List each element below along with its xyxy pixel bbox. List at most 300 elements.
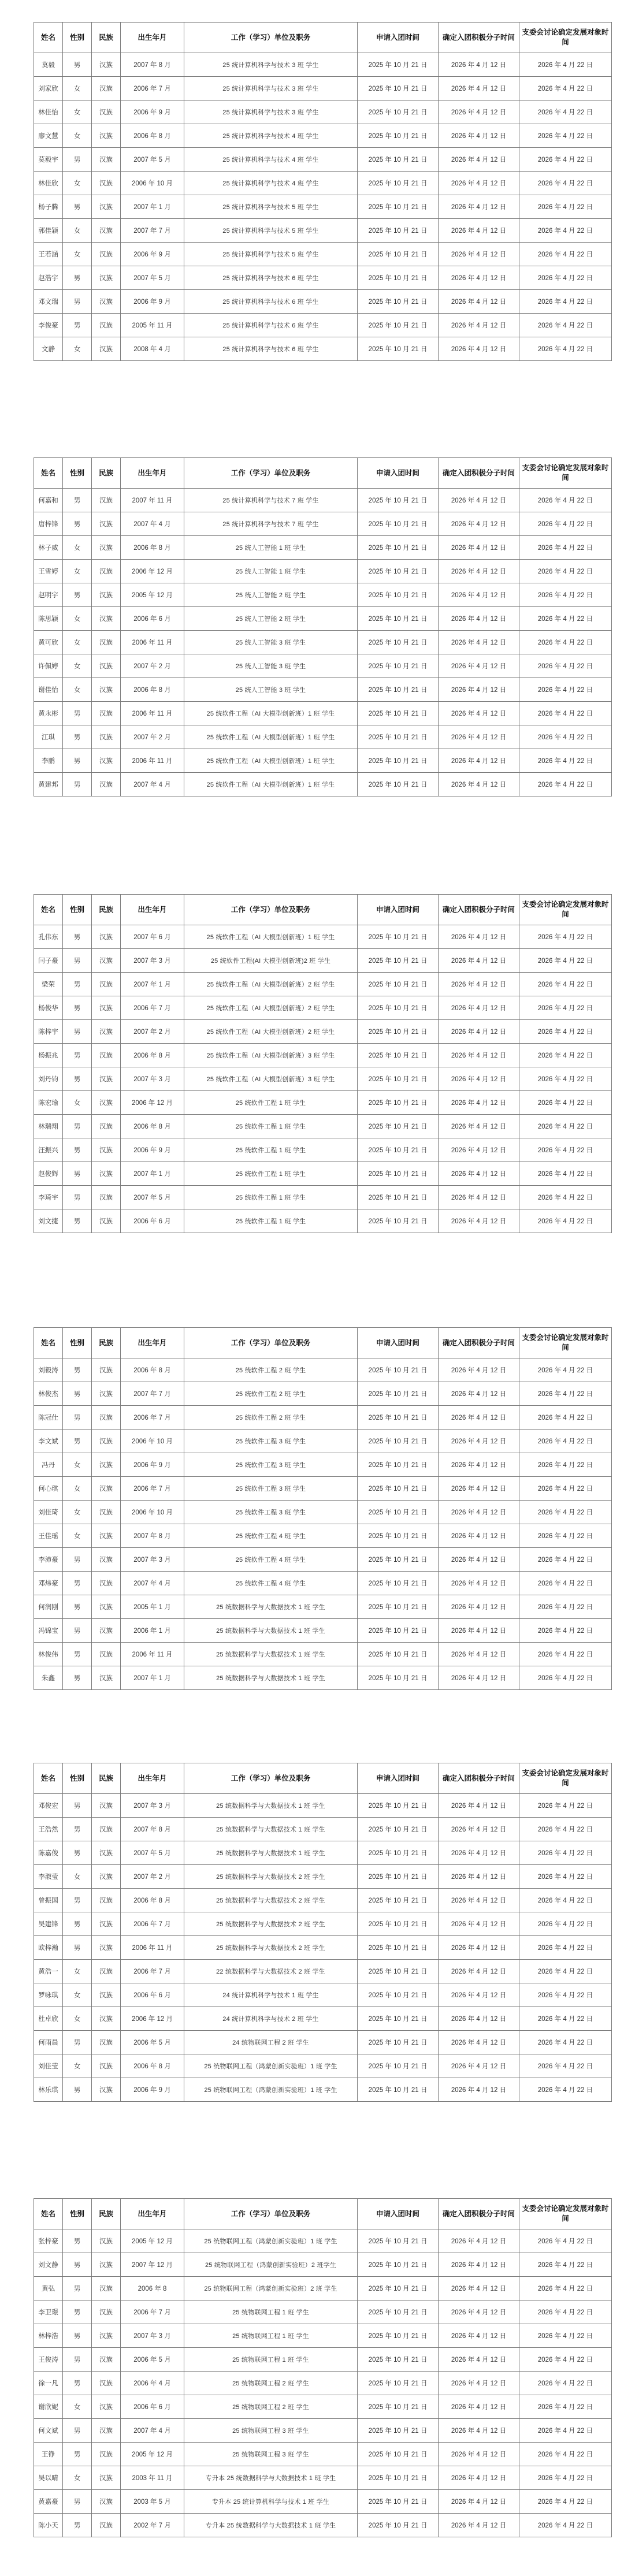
development-target-date-cell: 2026 年 4 月 22 日 — [519, 1912, 612, 1936]
birth-date-cell: 2007 年 5 月 — [121, 148, 184, 172]
activist-date-cell: 2026 年 4 月 12 日 — [439, 996, 519, 1020]
development-target-date-header: 支委会讨论确定发展对象时间 — [519, 458, 612, 489]
work-unit-cell: 25 统软件工程 4 班 学生 — [184, 1548, 358, 1572]
work-unit-cell: 25 统数据科学与大数据技术 1 班 学生 — [184, 1643, 358, 1666]
work-unit-cell: 25 统物联网工程（鸿蒙创新实验班）1 班 学生 — [184, 2229, 358, 2253]
gender-cell: 男 — [63, 195, 92, 219]
ethnicity-header: 民族 — [92, 23, 121, 53]
table-row — [34, 100, 612, 124]
work-unit-cell: 25 统计算机科学与技术 6 班 学生 — [184, 314, 358, 337]
birth-date-cell: 2006 年 8 月 — [121, 1115, 184, 1138]
activist-date-cell: 2026 年 4 月 12 日 — [439, 678, 519, 702]
gender-cell: 男 — [63, 53, 92, 77]
ethnicity-cell: 汉族 — [92, 583, 121, 607]
gender-cell: 女 — [63, 100, 92, 124]
ethnicity-cell: 汉族 — [92, 2229, 121, 2253]
gender-cell: 男 — [63, 512, 92, 536]
ethnicity-cell: 汉族 — [92, 1865, 121, 1889]
table-row — [34, 773, 612, 796]
development-target-date-cell: 2026 年 4 月 22 日 — [519, 100, 612, 124]
table-row — [34, 77, 612, 100]
birth-date-cell: 2006 年 12 月 — [121, 1091, 184, 1115]
activist-date-cell: 2026 年 4 月 12 日 — [439, 949, 519, 973]
application-date-cell: 2025 年 10 月 21 日 — [358, 1548, 439, 1572]
birth-date-cell: 2006 年 8 月 — [121, 1358, 184, 1382]
development-target-date-cell: 2026 年 4 月 22 日 — [519, 1430, 612, 1453]
development-target-date-cell: 2026 年 4 月 22 日 — [519, 1091, 612, 1115]
ethnicity-cell: 汉族 — [92, 1666, 121, 1690]
name-cell: 邓俊宏 — [34, 1794, 63, 1818]
development-target-date-cell: 2026 年 4 月 22 日 — [519, 1619, 612, 1643]
activist-date-cell: 2026 年 4 月 12 日 — [439, 1067, 519, 1091]
table-row — [34, 2348, 612, 2372]
work-unit-cell: 25 统软件工程（AI 大模型创新班）2 班 学生 — [184, 1020, 358, 1044]
table-row — [34, 1548, 612, 1572]
activist-date-cell: 2026 年 4 月 12 日 — [439, 1572, 519, 1595]
ethnicity-header: 民族 — [92, 458, 121, 489]
gender-cell: 女 — [63, 77, 92, 100]
development-target-date-cell: 2026 年 4 月 22 日 — [519, 1453, 612, 1477]
gender-cell: 女 — [63, 1453, 92, 1477]
application-date-cell: 2025 年 10 月 21 日 — [358, 1477, 439, 1501]
activist-date-cell: 2026 年 4 月 12 日 — [439, 1382, 519, 1406]
development-target-date-cell: 2026 年 4 月 22 日 — [519, 1818, 612, 1841]
development-target-date-cell: 2026 年 4 月 22 日 — [519, 2054, 612, 2078]
ethnicity-cell: 汉族 — [92, 2443, 121, 2466]
work-unit-cell: 专升本 25 统计算机科学与技术 1 班 学生 — [184, 2490, 358, 2514]
activist-date-cell: 2026 年 4 月 12 日 — [439, 1983, 519, 2007]
activist-date-cell: 2026 年 4 月 12 日 — [439, 489, 519, 512]
name-cell: 黄永彬 — [34, 702, 63, 725]
member-table-2 — [34, 457, 611, 796]
ethnicity-cell: 汉族 — [92, 1818, 121, 1841]
name-cell: 莫毅 — [34, 53, 63, 77]
gender-header: 性别 — [63, 895, 92, 925]
gender-cell: 女 — [63, 1524, 92, 1548]
gender-cell: 女 — [63, 1501, 92, 1524]
activist-date-cell: 2026 年 4 月 12 日 — [439, 1524, 519, 1548]
development-target-date-cell: 2026 年 4 月 22 日 — [519, 2348, 612, 2372]
name-cell: 林子威 — [34, 536, 63, 560]
application-date-cell: 2025 年 10 月 21 日 — [358, 2277, 439, 2300]
gender-header: 性别 — [63, 1328, 92, 1358]
work-unit-header: 工作（学习）单位及职务 — [184, 2199, 358, 2229]
birth-date-cell: 2006 年 11 月 — [121, 631, 184, 654]
gender-cell: 男 — [63, 1067, 92, 1091]
ethnicity-cell: 汉族 — [92, 1983, 121, 2007]
development-target-date-cell: 2026 年 4 月 22 日 — [519, 1186, 612, 1209]
activist-date-cell: 2026 年 4 月 12 日 — [439, 607, 519, 631]
work-unit-cell: 25 统物联网工程 1 班 学生 — [184, 2300, 358, 2324]
birth-date-cell: 2006 年 6 月 — [121, 2395, 184, 2419]
development-target-date-cell: 2026 年 4 月 22 日 — [519, 2300, 612, 2324]
activist-date-header: 确定入团积极分子时间 — [439, 2199, 519, 2229]
work-unit-cell: 25 统计算机科学与技术 3 班 学生 — [184, 100, 358, 124]
application-date-cell: 2025 年 10 月 21 日 — [358, 1912, 439, 1936]
work-unit-cell: 24 统计算机科学与技术 2 班 学生 — [184, 2007, 358, 2031]
name-cell: 刘佳琦 — [34, 1501, 63, 1524]
birth-date-cell: 2006 年 7 月 — [121, 1960, 184, 1983]
development-target-date-cell: 2026 年 4 月 22 日 — [519, 1406, 612, 1430]
name-cell: 曾振国 — [34, 1889, 63, 1912]
application-date-cell: 2025 年 10 月 21 日 — [358, 2490, 439, 2514]
work-unit-header: 工作（学习）单位及职务 — [184, 895, 358, 925]
activist-date-cell: 2026 年 4 月 12 日 — [439, 560, 519, 583]
name-cell: 文静 — [34, 337, 63, 361]
ethnicity-cell: 汉族 — [92, 100, 121, 124]
birth-date-cell: 2007 年 7 月 — [121, 1382, 184, 1406]
work-unit-cell: 25 统数据科学与大数据技术 1 班 学生 — [184, 1666, 358, 1690]
development-target-date-cell: 2026 年 4 月 22 日 — [519, 2490, 612, 2514]
application-date-cell: 2025 年 10 月 21 日 — [358, 77, 439, 100]
name-cell: 杜卓欣 — [34, 2007, 63, 2031]
activist-date-cell: 2026 年 4 月 12 日 — [439, 1115, 519, 1138]
application-date-cell: 2025 年 10 月 21 日 — [358, 1643, 439, 1666]
table-row — [34, 512, 612, 536]
activist-date-cell: 2026 年 4 月 12 日 — [439, 2078, 519, 2102]
ethnicity-cell: 汉族 — [92, 654, 121, 678]
gender-cell: 女 — [63, 2007, 92, 2031]
development-target-date-cell: 2026 年 4 月 22 日 — [519, 1044, 612, 1067]
table-row — [34, 1983, 612, 2007]
ethnicity-header: 民族 — [92, 2199, 121, 2229]
application-date-cell: 2025 年 10 月 21 日 — [358, 1619, 439, 1643]
activist-date-cell: 2026 年 4 月 12 日 — [439, 973, 519, 996]
name-cell: 谢欣妮 — [34, 2395, 63, 2419]
application-date-cell: 2025 年 10 月 21 日 — [358, 2253, 439, 2277]
ethnicity-cell: 汉族 — [92, 725, 121, 749]
name-cell: 黄可欣 — [34, 631, 63, 654]
table-row — [34, 266, 612, 290]
gender-cell: 男 — [63, 489, 92, 512]
ethnicity-cell: 汉族 — [92, 2031, 121, 2054]
application-date-cell: 2025 年 10 月 21 日 — [358, 702, 439, 725]
work-unit-header: 工作（学习）单位及职务 — [184, 1328, 358, 1358]
name-cell: 闫子豪 — [34, 949, 63, 973]
work-unit-cell: 25 统计算机科学与技术 4 班 学生 — [184, 124, 358, 148]
work-unit-cell: 25 统软件工程 2 班 学生 — [184, 1358, 358, 1382]
development-target-date-cell: 2026 年 4 月 22 日 — [519, 560, 612, 583]
work-unit-cell: 专升本 25 统数据科学与大数据技术 1 班 学生 — [184, 2514, 358, 2537]
development-target-date-cell: 2026 年 4 月 22 日 — [519, 314, 612, 337]
work-unit-cell: 25 统软件工程(AI 大模型创新班)2 班 学生 — [184, 949, 358, 973]
work-unit-cell: 25 统人工智能 3 班 学生 — [184, 631, 358, 654]
ethnicity-cell: 汉族 — [92, 2490, 121, 2514]
name-cell: 林乐琪 — [34, 2078, 63, 2102]
activist-date-cell: 2026 年 4 月 12 日 — [439, 773, 519, 796]
birth-date-cell: 2007 年 4 月 — [121, 512, 184, 536]
application-date-cell: 2025 年 10 月 21 日 — [358, 1960, 439, 1983]
application-date-cell: 2025 年 10 月 21 日 — [358, 725, 439, 749]
name-cell: 冯锦宝 — [34, 1619, 63, 1643]
ethnicity-cell: 汉族 — [92, 2395, 121, 2419]
application-date-cell: 2025 年 10 月 21 日 — [358, 1209, 439, 1233]
ethnicity-cell: 汉族 — [92, 1162, 121, 1186]
activist-date-cell: 2026 年 4 月 12 日 — [439, 1865, 519, 1889]
activist-date-cell: 2026 年 4 月 12 日 — [439, 1818, 519, 1841]
table-row — [34, 607, 612, 631]
application-date-cell: 2025 年 10 月 21 日 — [358, 489, 439, 512]
gender-cell: 男 — [63, 1548, 92, 1572]
application-date-cell: 2025 年 10 月 21 日 — [358, 2078, 439, 2102]
name-cell: 江琪 — [34, 725, 63, 749]
application-date-cell: 2025 年 10 月 21 日 — [358, 124, 439, 148]
application-date-header: 申请入团时间 — [358, 1763, 439, 1794]
table-row — [34, 1524, 612, 1548]
development-target-date-cell: 2026 年 4 月 22 日 — [519, 2443, 612, 2466]
development-target-date-cell: 2026 年 4 月 22 日 — [519, 1358, 612, 1382]
ethnicity-cell: 汉族 — [92, 53, 121, 77]
name-cell: 冯丹 — [34, 1453, 63, 1477]
gender-cell: 女 — [63, 1477, 92, 1501]
work-unit-cell: 25 统计算机科学与技术 7 班 学生 — [184, 512, 358, 536]
activist-date-cell: 2026 年 4 月 12 日 — [439, 2253, 519, 2277]
development-target-date-cell: 2026 年 4 月 22 日 — [519, 1020, 612, 1044]
work-unit-cell: 25 统计算机科学与技术 3 班 学生 — [184, 77, 358, 100]
ethnicity-cell: 汉族 — [92, 1020, 121, 1044]
development-target-date-cell: 2026 年 4 月 22 日 — [519, 1643, 612, 1666]
member-table — [34, 894, 612, 1233]
table-row — [34, 702, 612, 725]
development-target-date-cell: 2026 年 4 月 22 日 — [519, 2229, 612, 2253]
gender-cell: 男 — [63, 2229, 92, 2253]
member-table-6 — [34, 2198, 611, 2537]
work-unit-cell: 25 统计算机科学与技术 5 班 学生 — [184, 243, 358, 266]
ethnicity-cell: 汉族 — [92, 2054, 121, 2078]
table-row — [34, 1138, 612, 1162]
activist-date-cell: 2026 年 4 月 12 日 — [439, 2372, 519, 2395]
birth-date-cell: 2006 年 9 月 — [121, 1138, 184, 1162]
work-unit-header: 工作（学习）单位及职务 — [184, 458, 358, 489]
activist-date-cell: 2026 年 4 月 12 日 — [439, 100, 519, 124]
gender-cell: 男 — [63, 1572, 92, 1595]
gender-cell: 男 — [63, 702, 92, 725]
gender-cell: 男 — [63, 2300, 92, 2324]
work-unit-cell: 25 统软件工程 2 班 学生 — [184, 1406, 358, 1430]
ethnicity-cell: 汉族 — [92, 1044, 121, 1067]
activist-date-cell: 2026 年 4 月 12 日 — [439, 702, 519, 725]
birth-date-cell: 2006 年 8 月 — [121, 1889, 184, 1912]
activist-date-cell: 2026 年 4 月 12 日 — [439, 1138, 519, 1162]
development-target-date-cell: 2026 年 4 月 22 日 — [519, 1209, 612, 1233]
ethnicity-cell: 汉族 — [92, 1889, 121, 1912]
activist-date-cell: 2026 年 4 月 12 日 — [439, 1936, 519, 1960]
birth-date-cell: 2006 年 11 月 — [121, 1936, 184, 1960]
name-header: 姓名 — [34, 1763, 63, 1794]
application-date-cell: 2025 年 10 月 21 日 — [358, 678, 439, 702]
ethnicity-cell: 汉族 — [92, 1548, 121, 1572]
birth-date-cell: 2006 年 11 月 — [121, 1643, 184, 1666]
ethnicity-cell: 汉族 — [92, 949, 121, 973]
ethnicity-cell: 汉族 — [92, 148, 121, 172]
work-unit-cell: 25 统计算机科学与技术 4 班 学生 — [184, 172, 358, 195]
development-target-date-cell: 2026 年 4 月 22 日 — [519, 536, 612, 560]
application-date-cell: 2025 年 10 月 21 日 — [358, 172, 439, 195]
development-target-date-cell: 2026 年 4 月 22 日 — [519, 1572, 612, 1595]
ethnicity-cell: 汉族 — [92, 1138, 121, 1162]
birth-date-cell: 2006 年 1 月 — [121, 1619, 184, 1643]
birth-date-cell: 2007 年 5 月 — [121, 266, 184, 290]
name-cell: 刘文静 — [34, 2253, 63, 2277]
gender-cell: 女 — [63, 337, 92, 361]
name-cell: 林俊伟 — [34, 1643, 63, 1666]
gender-cell: 女 — [63, 1091, 92, 1115]
development-target-date-cell: 2026 年 4 月 22 日 — [519, 124, 612, 148]
gender-cell: 男 — [63, 1162, 92, 1186]
birth-date-cell: 2007 年 4 月 — [121, 2419, 184, 2443]
ethnicity-cell: 汉族 — [92, 1430, 121, 1453]
name-cell: 林佳怡 — [34, 100, 63, 124]
birth-date-cell: 2007 年 8 月 — [121, 1818, 184, 1841]
activist-date-cell: 2026 年 4 月 12 日 — [439, 1020, 519, 1044]
birth-date-cell: 2007 年 4 月 — [121, 773, 184, 796]
application-date-cell: 2025 年 10 月 21 日 — [358, 1162, 439, 1186]
ethnicity-cell: 汉族 — [92, 489, 121, 512]
table-row — [34, 1044, 612, 1067]
birth-date-cell: 2007 年 8 月 — [121, 1524, 184, 1548]
birth-date-cell: 2007 年 1 月 — [121, 973, 184, 996]
gender-cell: 男 — [63, 2348, 92, 2372]
birth-date-cell: 2006 年 7 月 — [121, 1477, 184, 1501]
birth-date-cell: 2007 年 11 月 — [121, 489, 184, 512]
table-row — [34, 1430, 612, 1453]
application-date-header: 申请入团时间 — [358, 458, 439, 489]
development-target-date-cell: 2026 年 4 月 22 日 — [519, 1382, 612, 1406]
work-unit-cell: 25 统软件工程（AI 大模型创新班）1 班 学生 — [184, 749, 358, 773]
name-cell: 陈思颖 — [34, 607, 63, 631]
birth-date-cell: 2006 年 7 月 — [121, 1912, 184, 1936]
birth-date-cell: 2007 年 5 月 — [121, 1186, 184, 1209]
name-cell: 王俊涛 — [34, 2348, 63, 2372]
birth-date-header: 出生年月 — [121, 2199, 184, 2229]
gender-cell: 女 — [63, 1865, 92, 1889]
birth-date-header: 出生年月 — [121, 1763, 184, 1794]
birth-date-cell: 2007 年 3 月 — [121, 1067, 184, 1091]
work-unit-cell: 22 统数据科学与大数据技术 2 班 学生 — [184, 1960, 358, 1983]
table-row — [34, 925, 612, 949]
gender-header: 性别 — [63, 458, 92, 489]
member-table-4 — [34, 1327, 611, 1690]
development-target-date-cell: 2026 年 4 月 22 日 — [519, 678, 612, 702]
birth-date-cell: 2006 年 5 月 — [121, 2031, 184, 2054]
activist-date-cell: 2026 年 4 月 12 日 — [439, 1186, 519, 1209]
ethnicity-cell: 汉族 — [92, 1524, 121, 1548]
development-target-date-cell: 2026 年 4 月 22 日 — [519, 702, 612, 725]
work-unit-cell: 25 统物联网工程 3 班 学生 — [184, 2419, 358, 2443]
table-row — [34, 631, 612, 654]
application-date-cell: 2025 年 10 月 21 日 — [358, 536, 439, 560]
birth-date-cell: 2007 年 5 月 — [121, 1841, 184, 1865]
work-unit-cell: 25 统软件工程（AI 大模型创新班）1 班 学生 — [184, 702, 358, 725]
application-date-cell: 2025 年 10 月 21 日 — [358, 2419, 439, 2443]
ethnicity-cell: 汉族 — [92, 1209, 121, 1233]
activist-date-cell: 2026 年 4 月 12 日 — [439, 195, 519, 219]
ethnicity-cell: 汉族 — [92, 2300, 121, 2324]
name-cell: 莫毅宇 — [34, 148, 63, 172]
gender-cell: 男 — [63, 1889, 92, 1912]
work-unit-cell: 25 统软件工程 1 班 学生 — [184, 1091, 358, 1115]
ethnicity-cell: 汉族 — [92, 124, 121, 148]
gender-header: 性别 — [63, 1763, 92, 1794]
birth-date-cell: 2007 年 2 月 — [121, 654, 184, 678]
activist-date-header: 确定入团积极分子时间 — [439, 1328, 519, 1358]
birth-date-header: 出生年月 — [121, 895, 184, 925]
table-row — [34, 1960, 612, 1983]
name-cell: 陈嘉俊 — [34, 1841, 63, 1865]
application-date-cell: 2025 年 10 月 21 日 — [358, 512, 439, 536]
ethnicity-cell: 汉族 — [92, 2324, 121, 2348]
table-row — [34, 1889, 612, 1912]
development-target-date-cell: 2026 年 4 月 22 日 — [519, 148, 612, 172]
table-row — [34, 1020, 612, 1044]
gender-cell: 男 — [63, 583, 92, 607]
member-table — [34, 1327, 612, 1690]
table-row — [34, 1619, 612, 1643]
application-date-cell: 2025 年 10 月 21 日 — [358, 1595, 439, 1619]
name-cell: 许佩婷 — [34, 654, 63, 678]
application-date-header: 申请入团时间 — [358, 2199, 439, 2229]
name-cell: 唐梓锋 — [34, 512, 63, 536]
name-cell: 吴建锋 — [34, 1912, 63, 1936]
activist-date-cell: 2026 年 4 月 12 日 — [439, 1091, 519, 1115]
work-unit-header: 工作（学习）单位及职务 — [184, 1763, 358, 1794]
member-table — [34, 1763, 612, 2102]
ethnicity-cell: 汉族 — [92, 749, 121, 773]
birth-date-cell: 2007 年 6 月 — [121, 925, 184, 949]
table-row — [34, 1936, 612, 1960]
work-unit-cell: 25 统物联网工程（鸿蒙创新实验班）2 班 学生 — [184, 2277, 358, 2300]
name-cell: 欧梓瀚 — [34, 1936, 63, 1960]
work-unit-header: 工作（学习）单位及职务 — [184, 23, 358, 53]
gender-cell: 男 — [63, 1044, 92, 1067]
application-date-header: 申请入团时间 — [358, 23, 439, 53]
activist-date-cell: 2026 年 4 月 12 日 — [439, 725, 519, 749]
gender-cell: 男 — [63, 996, 92, 1020]
activist-date-cell: 2026 年 4 月 12 日 — [439, 536, 519, 560]
name-cell: 陈宏瑜 — [34, 1091, 63, 1115]
activist-date-cell: 2026 年 4 月 12 日 — [439, 1912, 519, 1936]
application-date-cell: 2025 年 10 月 21 日 — [358, 2300, 439, 2324]
gender-cell: 男 — [63, 1936, 92, 1960]
table-row — [34, 949, 612, 973]
name-cell: 李琦宇 — [34, 1186, 63, 1209]
gender-cell: 男 — [63, 2443, 92, 2466]
work-unit-cell: 25 统软件工程（AI 大模型创新班）1 班 学生 — [184, 725, 358, 749]
member-table-3 — [34, 894, 611, 1233]
ethnicity-cell: 汉族 — [92, 77, 121, 100]
birth-date-cell: 2006 年 10 月 — [121, 1501, 184, 1524]
gender-cell: 男 — [63, 2078, 92, 2102]
work-unit-cell: 24 统计算机科学与技术 1 班 学生 — [184, 1983, 358, 2007]
gender-cell: 男 — [63, 2031, 92, 2054]
development-target-date-cell: 2026 年 4 月 22 日 — [519, 1595, 612, 1619]
development-target-date-cell: 2026 年 4 月 22 日 — [519, 77, 612, 100]
table-row — [34, 2277, 612, 2300]
birth-date-cell: 2007 年 2 月 — [121, 1865, 184, 1889]
table-row — [34, 1477, 612, 1501]
ethnicity-cell: 汉族 — [92, 2372, 121, 2395]
gender-cell: 男 — [63, 1619, 92, 1643]
development-target-date-cell: 2026 年 4 月 22 日 — [519, 949, 612, 973]
work-unit-cell: 25 统软件工程 1 班 学生 — [184, 1115, 358, 1138]
birth-date-cell: 2006 年 6 月 — [121, 1983, 184, 2007]
development-target-date-header: 支委会讨论确定发展对象时间 — [519, 1328, 612, 1358]
work-unit-cell: 25 统物联网工程（鸿蒙创新实验班）1 班 学生 — [184, 2078, 358, 2102]
gender-cell: 男 — [63, 1841, 92, 1865]
table-row — [34, 678, 612, 702]
development-target-date-header: 支委会讨论确定发展对象时间 — [519, 895, 612, 925]
ethnicity-cell: 汉族 — [92, 702, 121, 725]
